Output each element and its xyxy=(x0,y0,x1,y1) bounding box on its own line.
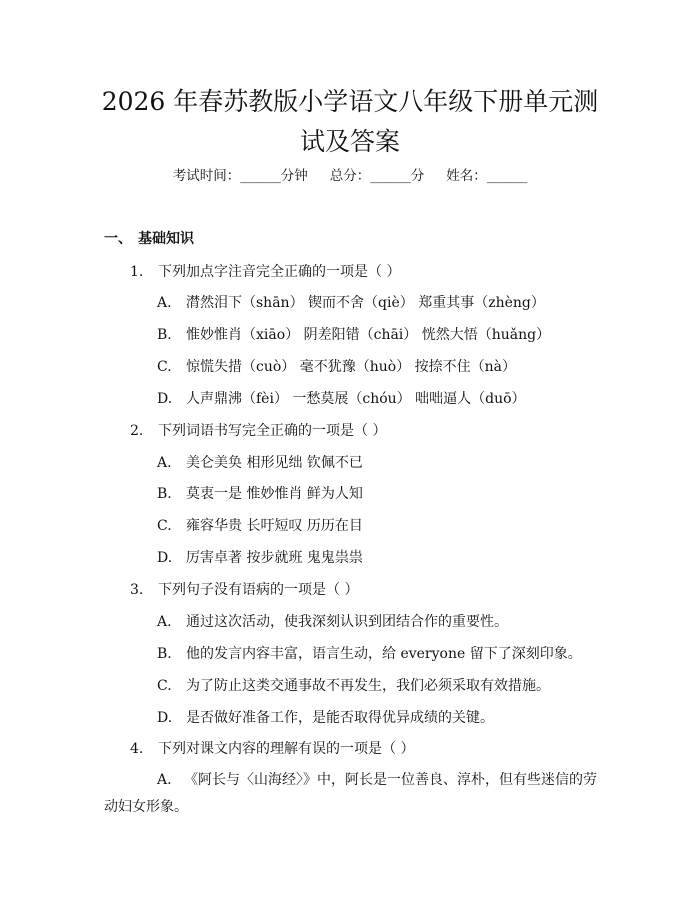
question-stem xyxy=(130,262,400,282)
question-option xyxy=(157,453,363,473)
section-number: 一、 xyxy=(104,231,132,247)
option-text: 《阿长与〈山海经〉》中，阿长是一位善良、淳朴，但有些迷信的劳动妇女形象。 xyxy=(104,772,597,815)
question-stem xyxy=(130,580,358,600)
option-text: 美仑美奂 相形见绌 钦佩不已 xyxy=(186,455,363,471)
student-name-label: 姓名：______ xyxy=(446,168,528,184)
option-letter: A. xyxy=(157,614,172,630)
question-stem xyxy=(130,421,386,441)
option-letter: C. xyxy=(157,518,172,534)
option-text: 莫衷一是 惟妙惟肖 鲜为人知 xyxy=(186,486,363,502)
question-option xyxy=(157,548,363,568)
option-letter: C. xyxy=(157,359,172,375)
question-option xyxy=(157,484,363,504)
total-score-label: 总分：______分 xyxy=(329,168,425,184)
question-option xyxy=(157,644,582,664)
question-option xyxy=(157,293,545,313)
question-text: 下列词语书写完全正确的一项是（ ） xyxy=(158,423,387,439)
question-option xyxy=(157,516,363,536)
question-option xyxy=(157,357,516,377)
title-line-2: 试及答案 xyxy=(299,127,400,156)
option-letter: B. xyxy=(157,486,172,502)
option-text: 厉害卓著 按步就班 鬼鬼祟祟 xyxy=(186,550,363,566)
option-text: 通过这次活动，使我深刻认识到团结合作的重要性。 xyxy=(186,614,508,630)
question-number: 1. xyxy=(130,264,144,280)
question-text: 下列句子没有语病的一项是（ ） xyxy=(158,582,359,598)
option-letter: A. xyxy=(157,772,172,788)
question-option xyxy=(157,389,526,409)
option-text: 为了防止这类交通事故不再发生，我们必须采取有效措施。 xyxy=(186,678,550,694)
question-text: 下列对课文内容的理解有误的一项是（ ） xyxy=(158,741,415,757)
option-letter: C. xyxy=(157,678,172,694)
question-number: 3. xyxy=(130,582,144,598)
exam-info-line xyxy=(0,166,700,186)
question-number: 4. xyxy=(130,741,144,757)
question-option xyxy=(157,708,494,728)
question-text: 下列加点字注音完全正确的一项是（ ） xyxy=(158,264,401,280)
question-option xyxy=(104,767,604,821)
option-text: 是否做好准备工作，是能否取得优异成绩的关键。 xyxy=(186,710,494,726)
question-number: 2. xyxy=(130,423,144,439)
option-letter: B. xyxy=(157,646,172,662)
question-stem xyxy=(130,739,414,759)
option-text: 惟妙惟肖（xiāo） 阴差阳错（chāi） 恍然大悟（huǎng） xyxy=(186,327,551,343)
option-letter: B. xyxy=(157,327,172,343)
title-line-1: 2026 年春苏教版小学语文八年级下册单元测 xyxy=(101,87,599,116)
option-text: 他的发言内容丰富，语言生动，给 everyone 留下了深刻印象。 xyxy=(186,646,582,662)
option-text: 潸然泪下（shān） 锲而不舍（qiè） 郑重其事（zhèng） xyxy=(186,295,545,311)
option-text: 惊慌失措（cuò） 毫不犹豫（huò） 按捺不住（nà） xyxy=(186,359,517,375)
option-letter: D. xyxy=(157,710,173,726)
document-title xyxy=(80,82,620,162)
exam-time-label: 考试时间：______分钟 xyxy=(172,168,308,184)
option-letter: D. xyxy=(157,391,173,407)
question-option xyxy=(157,325,550,345)
option-letter: A. xyxy=(157,455,172,471)
question-option xyxy=(157,676,550,696)
option-text: 人声鼎沸（fèi） 一愁莫展（chóu） 咄咄逼人（duō） xyxy=(186,391,526,407)
option-text: 雍容华贵 长吁短叹 历历在目 xyxy=(186,518,363,534)
question-option xyxy=(157,612,508,632)
section-heading xyxy=(104,229,194,249)
section-title: 基础知识 xyxy=(138,231,194,247)
option-letter: D. xyxy=(157,550,173,566)
option-letter: A. xyxy=(157,295,172,311)
